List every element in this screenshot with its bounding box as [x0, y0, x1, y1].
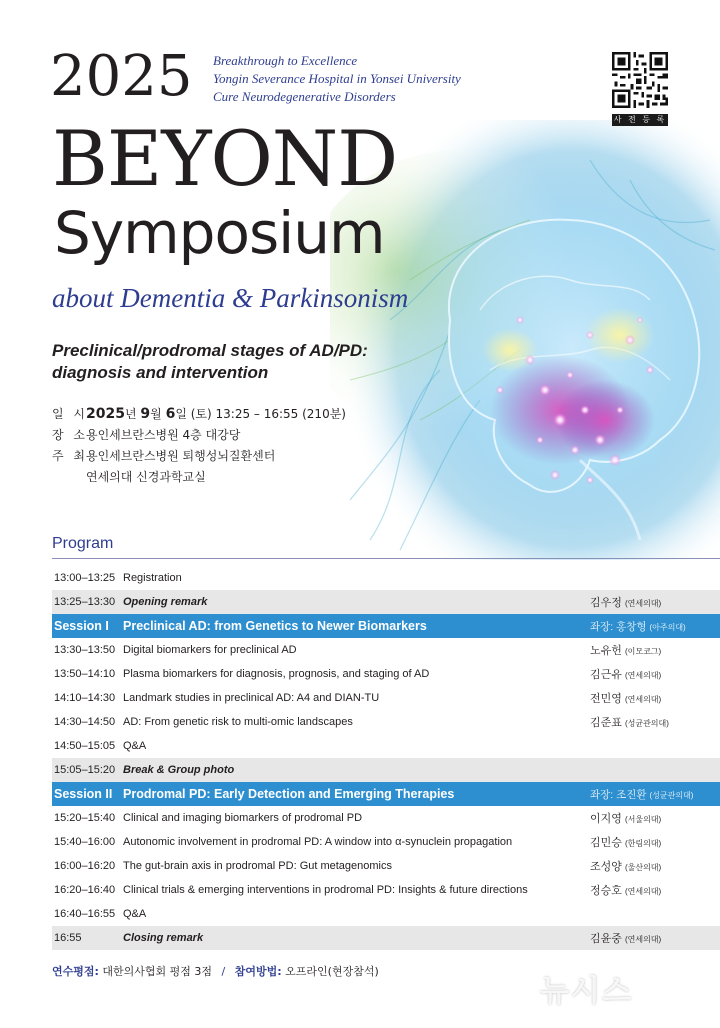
tagline-line: Breakthrough to Excellence: [213, 53, 358, 68]
row-affiliation: (성균관의대): [624, 719, 669, 728]
row-speaker: 김근유: [590, 669, 622, 681]
session-header-row: [52, 782, 720, 806]
credit-key: 연수평점:: [52, 965, 99, 978]
row-affiliation: (아주의대): [649, 622, 686, 632]
row-time: 14:10–14:30: [54, 692, 116, 704]
program-row: [52, 854, 720, 878]
date-key: 일 시: [52, 407, 88, 421]
row-time: 15:40–16:00: [54, 836, 116, 848]
row-time: 14:50–15:05: [54, 740, 116, 752]
date-year: 2025: [86, 406, 125, 422]
date-year-unit: 년: [124, 407, 137, 421]
program-row: [52, 806, 720, 830]
row-title: Break & Group photo: [123, 764, 235, 776]
row-speaker: 정승호: [590, 885, 622, 897]
row-time: 13:25–13:30: [54, 596, 116, 608]
footer-info: [52, 963, 379, 979]
program-row: [52, 638, 720, 662]
venue-key: 장 소: [52, 428, 88, 442]
row-time: 16:40–16:55: [54, 908, 116, 920]
session-title: Preclinical AD: from Genetics to Newer Biomarkers: [123, 619, 427, 633]
row-title: Q&A: [123, 908, 147, 920]
topic-line: Preclinical/prodromal stages of AD/PD:: [52, 341, 368, 360]
registration-qr[interactable]: [612, 52, 668, 126]
row-time: 14:30–14:50: [54, 716, 116, 728]
row-speaker-cell: [590, 834, 720, 850]
row-speaker-cell: [590, 858, 720, 874]
row-speaker-cell: [590, 594, 720, 610]
row-affiliation: (울산의대): [624, 863, 662, 872]
row-time: 13:00–13:25: [54, 572, 116, 584]
date-day: 6: [165, 406, 176, 422]
session-title: Prodromal PD: Early Detection and Emerging Therapies: [123, 787, 455, 801]
row-speaker-cell: [590, 690, 720, 706]
row-speaker: 전민영: [590, 693, 622, 705]
method-key: 참여방법:: [234, 965, 282, 978]
footer-separator: /: [221, 965, 226, 978]
row-speaker-cell: [590, 787, 720, 802]
host-value: 용인세브란스병원 퇴행성뇌질환센터: [86, 449, 276, 463]
row-speaker-cell: [590, 666, 720, 682]
topic: [52, 340, 368, 384]
row-title: Opening remark: [123, 596, 208, 608]
row-title: Closing remark: [123, 932, 204, 944]
row-time: 16:20–16:40: [54, 884, 116, 896]
row-time: 15:20–15:40: [54, 812, 116, 824]
row-affiliation: (성균관의대): [649, 790, 694, 800]
row-affiliation: (연세의대): [624, 599, 662, 608]
host-value-2: 연세의대 신경과학교실: [86, 470, 206, 484]
row-speaker-cell: [590, 619, 720, 634]
row-title: Clinical and imaging biomarkers of prodromal PD: [123, 812, 363, 824]
row-affiliation: (연세의대): [624, 887, 662, 896]
title-beyond: BEYOND: [52, 114, 398, 203]
row-title: Plasma biomarkers for diagnosis, prognosis, and staging of AD: [123, 668, 430, 680]
program-row: [52, 902, 720, 926]
row-title: The gut-brain axis in prodromal PD: Gut metagenomics: [123, 860, 393, 872]
info-host: [52, 446, 346, 467]
program-row: [52, 662, 720, 686]
row-title: Landmark studies in preclinical AD: A4 and DIAN-TU: [123, 692, 380, 704]
row-title: Digital biomarkers for preclinical AD: [123, 644, 297, 656]
row-time: 13:30–13:50: [54, 644, 116, 656]
row-speaker: 이지영: [590, 813, 622, 825]
row-speaker: 노유헌: [590, 645, 622, 657]
date-day-unit: 일: [175, 407, 187, 421]
program-row: [52, 734, 720, 758]
qr-label: 사 전 등 록: [613, 115, 667, 124]
watermark: 뉴시스: [540, 974, 633, 1009]
row-speaker-cell: [590, 882, 720, 898]
session-header-row: [52, 614, 720, 638]
row-affiliation: (서울의대): [624, 815, 662, 824]
qr-code-icon[interactable]: [612, 52, 668, 108]
row-title: Registration: [123, 572, 182, 584]
date-rest: (토) 13:25 – 16:55 (210분): [190, 407, 346, 421]
date-month: 9: [140, 406, 151, 422]
session-chair: 좌장: 조진환: [590, 788, 647, 801]
program-heading: Program: [52, 535, 114, 552]
subtitle: about Dementia & Parkinsonism: [52, 283, 409, 313]
date-value: [86, 404, 346, 425]
program-row: [52, 926, 720, 950]
row-title: Clinical trials & emerging interventions in prodromal PD: Insights & future directions: [123, 884, 528, 896]
row-title: AD: From genetic risk to multi-omic landscapes: [123, 716, 353, 728]
info-host-2: [52, 467, 346, 488]
program-row: [52, 590, 720, 614]
row-time: 15:05–15:20: [54, 764, 116, 776]
program-divider: [52, 558, 720, 559]
row-title: Q&A: [123, 740, 147, 752]
row-time: 16:55: [54, 932, 82, 944]
row-speaker-cell: [590, 642, 720, 658]
program-row: [52, 686, 720, 710]
row-affiliation: (한림의대): [624, 839, 662, 848]
row-speaker: 조성양: [590, 861, 622, 873]
session-chair: 좌장: 홍창형: [590, 620, 647, 633]
program-table: [52, 566, 720, 950]
row-affiliation: (연세의대): [624, 695, 662, 704]
row-speaker: 김윤중: [590, 933, 622, 945]
method-value: 오프라인(현장참석): [285, 965, 379, 978]
row-time: 13:50–14:10: [54, 668, 116, 680]
program-row: [52, 566, 720, 590]
host-key: 주 최: [52, 449, 88, 463]
row-affiliation: (연세의대): [624, 671, 662, 680]
event-info: [52, 404, 346, 488]
event-year: 2025: [50, 44, 193, 109]
program-row: [52, 710, 720, 734]
topic-line: diagnosis and intervention: [52, 363, 269, 382]
info-date: [52, 404, 346, 425]
date-month-unit: 월: [150, 407, 162, 421]
tagline-line: Yongin Severance Hospital in Yonsei University: [213, 71, 461, 86]
row-speaker: 김민승: [590, 837, 622, 849]
row-speaker-cell: [590, 930, 720, 946]
session-label: Session II: [54, 787, 113, 801]
info-venue: [52, 425, 346, 446]
tagline: [213, 52, 461, 106]
session-label: Session I: [54, 619, 109, 633]
row-affiliation: (연세의대): [624, 935, 662, 944]
row-affiliation: (이모코그): [624, 647, 662, 656]
row-speaker: 김준표: [590, 717, 622, 729]
program-row: [52, 758, 720, 782]
title-symposium: Symposium: [54, 199, 385, 267]
program-row: [52, 830, 720, 854]
row-speaker-cell: [590, 714, 720, 730]
row-speaker: 김우정: [590, 597, 622, 609]
tagline-line: Cure Neurodegenerative Disorders: [213, 89, 396, 104]
row-title: Autonomic involvement in prodromal PD: A window into α-synuclein propagation: [123, 836, 513, 848]
row-time: 16:00–16:20: [54, 860, 116, 872]
row-speaker-cell: [590, 810, 720, 826]
program-row: [52, 878, 720, 902]
credit-value: 대한의사협회 평점 3점: [102, 965, 213, 978]
venue-value: 용인세브란스병원 4층 대강당: [86, 428, 241, 442]
